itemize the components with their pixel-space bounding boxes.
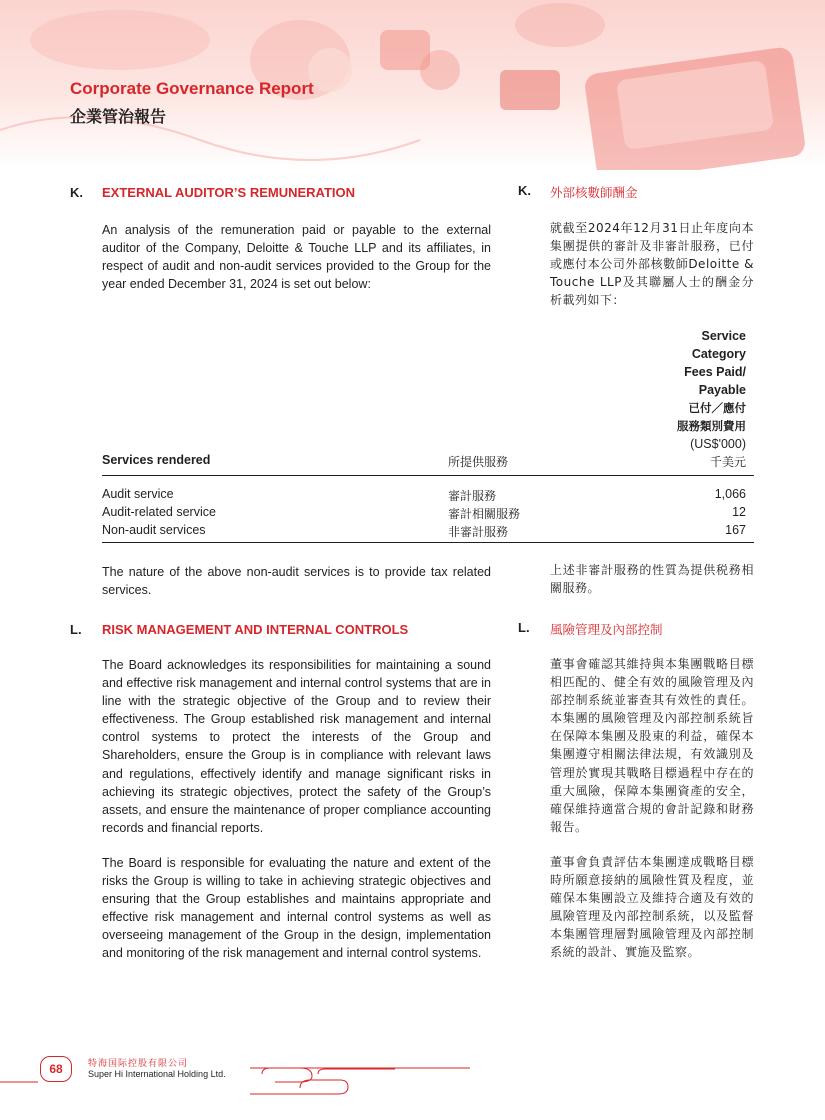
section-l-letter: L.	[70, 622, 82, 637]
section-k-title: EXTERNAL AUDITOR’S REMUNERATION	[102, 185, 356, 200]
section-k-letter: K.	[70, 185, 83, 200]
table-bottom-rule	[102, 542, 754, 543]
service-name-zh: 審計相關服務	[448, 507, 521, 521]
section-l-paragraph-2: The Board is responsible for evaluating the nature and extent of the risks the Group is willing to take in achieving strategic objectives and ensuring that the Group establishes and maintains appropriate and effective risk management and internal control systems as well as overseeing management of the Group in the design, implementation and monitoring of the risk management and internal control systems.	[102, 856, 491, 961]
col-fee-unit-zh: 千美元	[709, 455, 746, 469]
section-l-paragraph-1: The Board acknowledges its responsibilities for maintaining a sound and effective risk management and internal control systems that are in line with the strategic objective of the Group and to review their effectiveness. The Group established risk management and internal control systems to protect the interests of the Group and Shareholders, ensure the Group is in compliance with relevant laws and regulations, effectively identify and manage significant risks in achieving its strategic objectives, protect the safety of the Group’s assets, and ensure the maintenance of proper compliance accounting records and financial reports.	[102, 658, 491, 835]
service-fee: 1,066	[714, 487, 746, 501]
section-l-paragraph-2-zh: 董事會負責評估本集團達成戰略目標時所願意接納的風險性質及程度，並確保本集團設立及維持合適及有效的風險管理及內部控制系統，以及監督本集團管理層對風險管理及內部控制系統的設計、實施及監察。	[550, 855, 754, 960]
fee-header-line: Payable	[698, 383, 746, 397]
table-header-row	[102, 453, 754, 471]
service-name: Non-audit services	[102, 523, 206, 537]
section-k-paragraph-zh: 就截至2024年12月31日止年度向本集團提供的審計及非審計服務，已付或應付本公司外部核數師Deloitte & Touche LLP及其聯屬人士的酬金分析載列如下：	[550, 221, 754, 308]
section-l-paragraph-1-zh: 董事會確認其維持與本集團戰略目標相匹配的、健全有效的風險管理及內部控制系統並審查其有效性的責任。本集團的風險管理及內部控制系統旨在保障本集團及股東的利益，確保本集團遵守相關法律法規，有效識別及管理於實現其戰略目標過程中存在的重大風險，保障本集團資產的安全，確保維持適當合規的會計記錄和財務報告。	[550, 657, 754, 834]
service-fee: 12	[732, 505, 746, 519]
section-l-letter-zh: L.	[518, 620, 530, 635]
fee-header-line-zh: 服務類別費用	[677, 419, 746, 433]
section-k-letter-zh: K.	[518, 183, 531, 198]
fee-header-line: Fees Paid/	[684, 365, 746, 379]
fee-header-line-zh: 已付／應付	[688, 401, 746, 415]
service-name-zh: 審計服務	[448, 489, 497, 503]
non-audit-note: The nature of the above non-audit services is to provide tax related services.	[102, 565, 491, 598]
fee-column-header	[586, 327, 746, 453]
col-services-header: Services rendered	[102, 453, 211, 467]
service-name: Audit-related service	[102, 505, 216, 519]
footer-cloud-ornament	[0, 1060, 825, 1100]
table-row	[102, 523, 754, 541]
company-name-en: Super Hi International Holding Ltd.	[88, 1069, 226, 1079]
page-number: 68	[40, 1056, 72, 1082]
header-banner	[0, 0, 825, 170]
table-row	[102, 505, 754, 523]
section-l-title: RISK MANAGEMENT AND INTERNAL CONTROLS	[102, 622, 409, 637]
company-name-zh: 特海国际控股有限公司	[88, 1059, 189, 1069]
col-services-header-zh: 所提供服務	[448, 455, 509, 469]
table-header-rule	[102, 475, 754, 476]
page-title: Corporate Governance Report	[70, 79, 314, 98]
fee-header-line: Category	[691, 347, 746, 361]
service-fee: 167	[725, 523, 746, 537]
page-subtitle: 企業管治報告	[70, 107, 167, 126]
section-l-title-zh: 風險管理及內部控制	[550, 622, 663, 637]
non-audit-note-zh: 上述非審計服務的性質為提供税務相關服務。	[550, 563, 754, 596]
service-name: Audit service	[102, 487, 174, 501]
table-row	[102, 487, 754, 505]
fee-header-line: Service	[701, 329, 746, 343]
section-k-title-zh: 外部核數師酬金	[550, 185, 638, 200]
service-name-zh: 非審計服務	[448, 525, 509, 539]
section-k-paragraph: An analysis of the remuneration paid or payable to the external auditor of the Company, Deloitte & Touche LLP and its affiliates, in respect of audit and non-audit services provided to the Group for the year ended December 31, 2024 is set out below:	[102, 223, 491, 292]
fee-unit: (US$'000)	[690, 437, 746, 451]
